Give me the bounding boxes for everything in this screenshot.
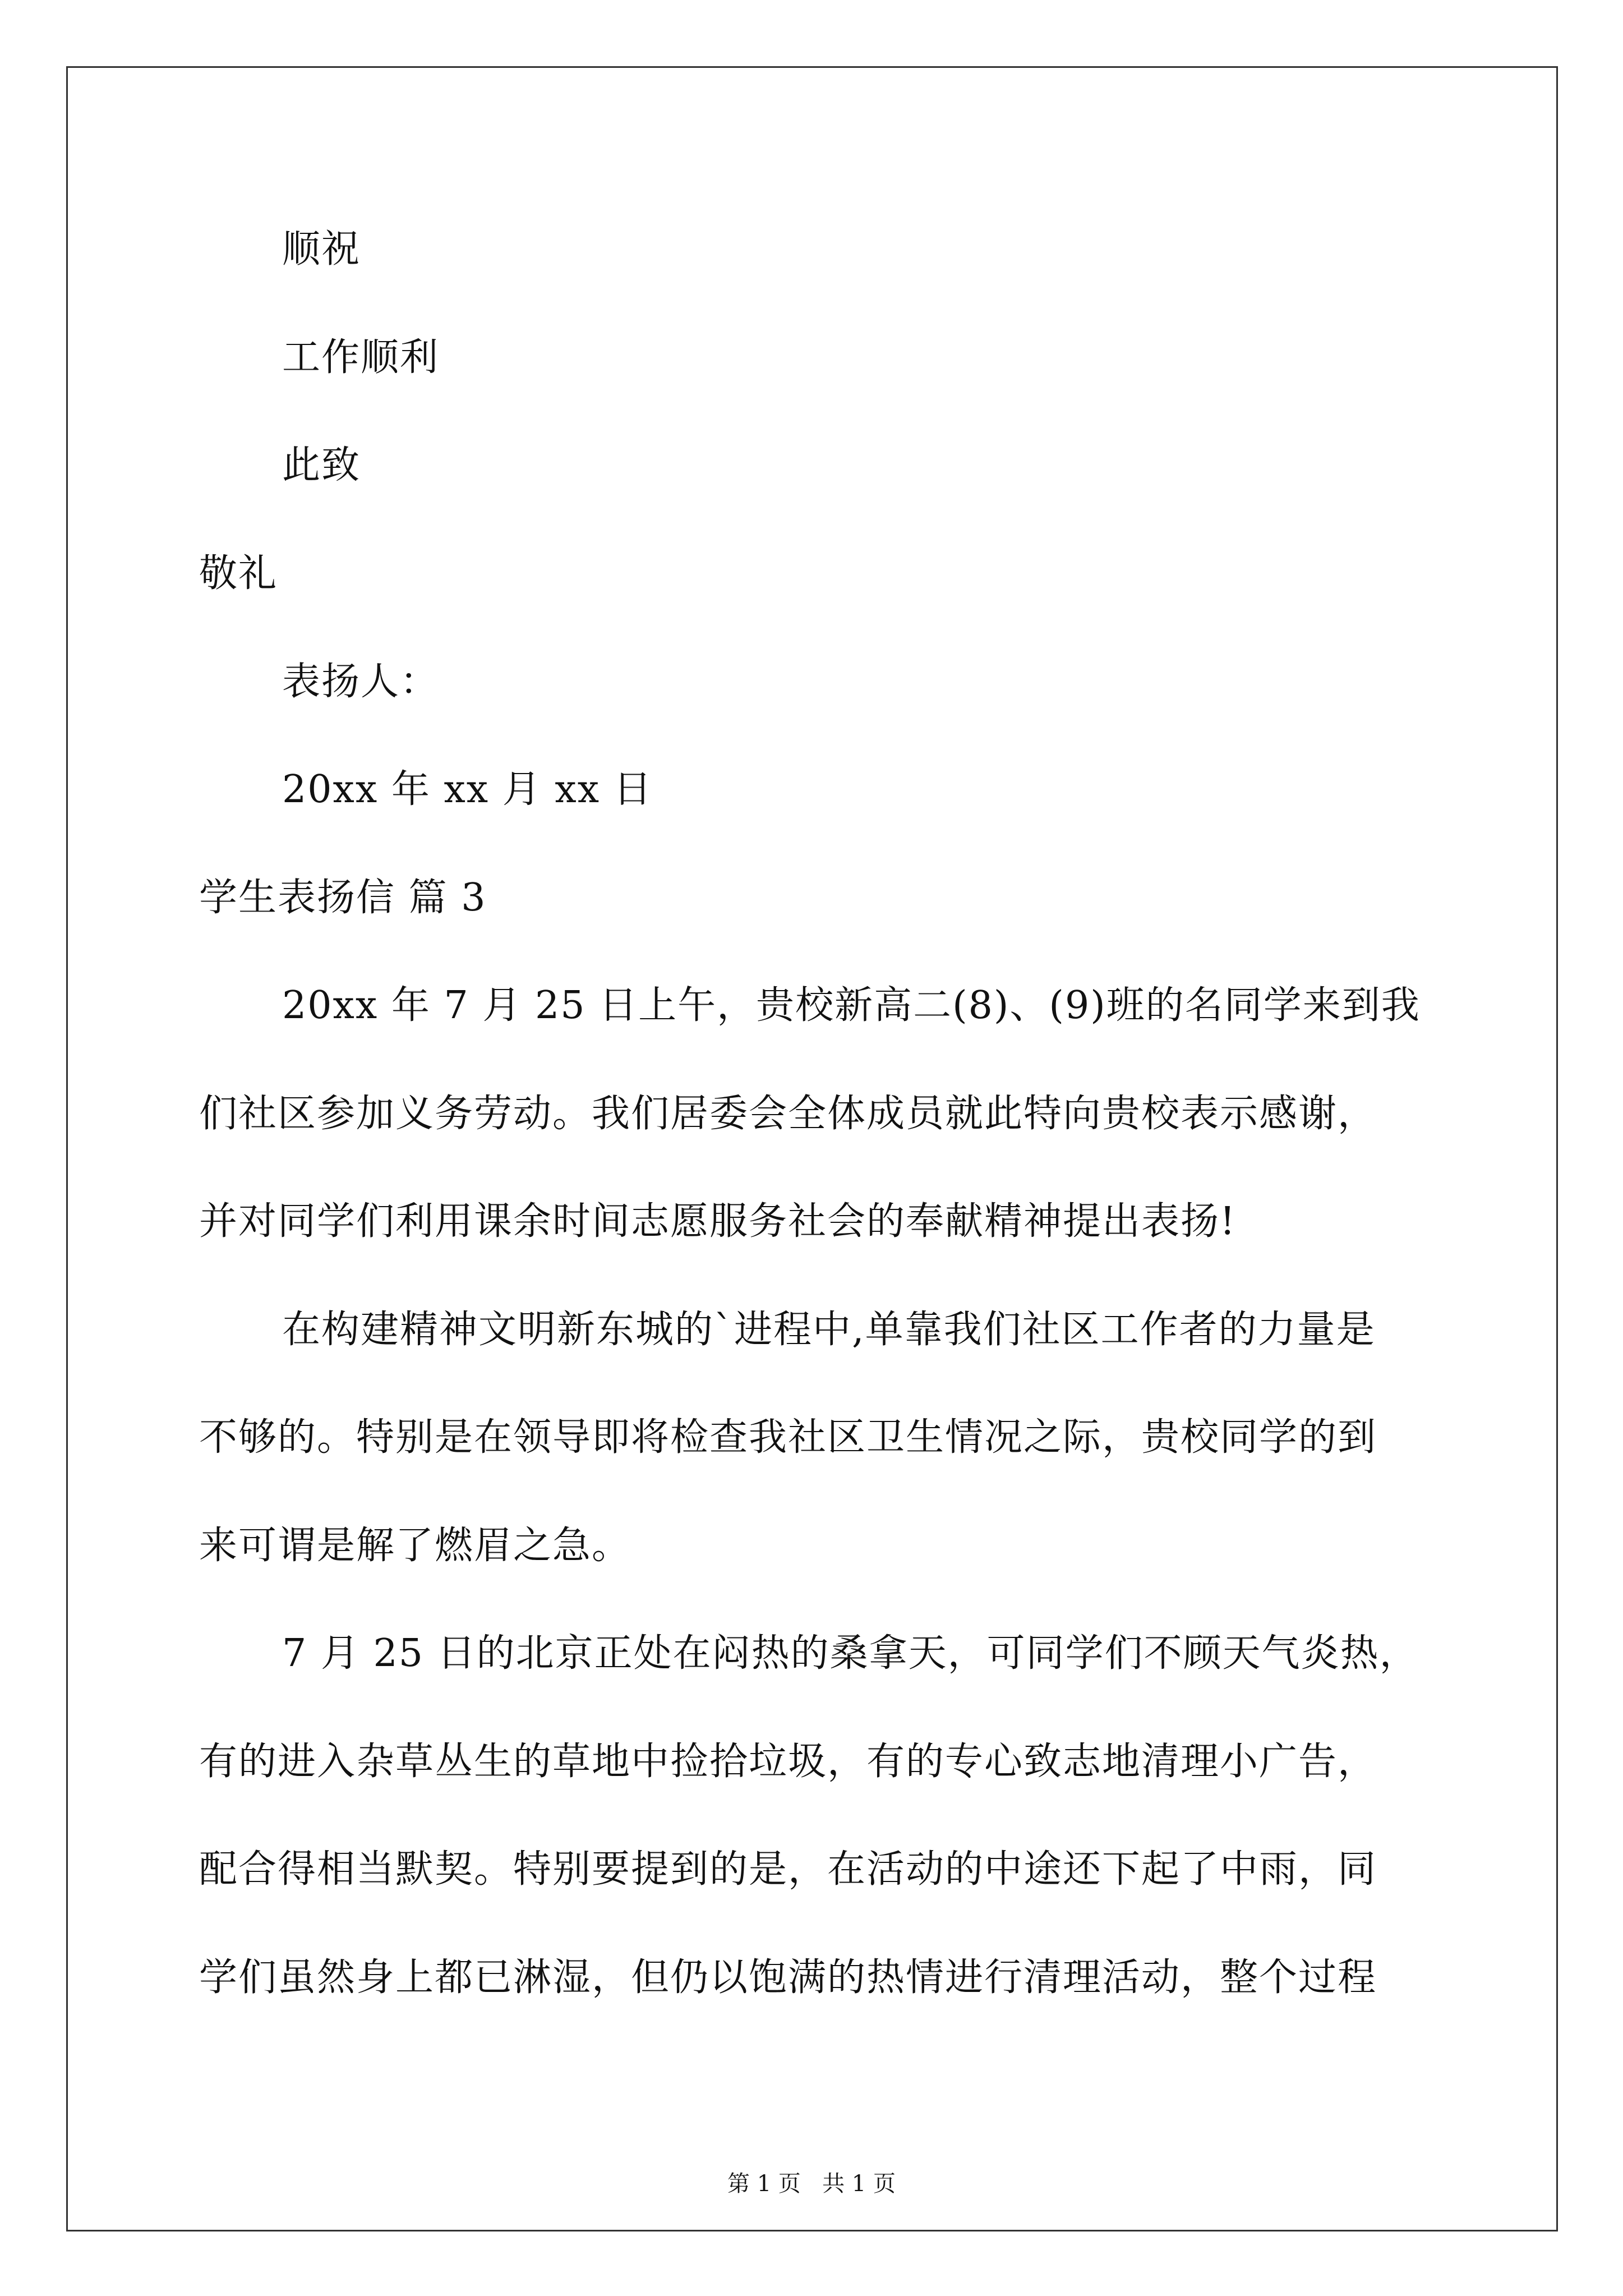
closing-salutation-end: 敬礼 <box>199 551 278 596</box>
closing-wish: 顺祝 <box>282 227 361 272</box>
page-number-footer: 第 1 页 共 1 页 <box>727 2171 896 2197</box>
letter-date: 20xx 年 xx 月 xx 日 <box>282 767 653 812</box>
page-border <box>66 66 1558 2231</box>
paragraph-line: 20xx 年 7 月 25 日上午，贵校新高二(8)、(9)班的名同学来到我 <box>282 983 1421 1028</box>
paragraph-line: 在构建精神文明新东城的`进程中,单靠我们社区工作者的力量是 <box>282 1308 1376 1352</box>
paragraph-line: 学们虽然身上都已淋湿，但仍以饱满的热情进行清理活动，整个过程 <box>199 1955 1377 2000</box>
paragraph-line: 并对同学们利用课余时间志愿服务社会的奉献精神提出表扬! <box>199 1199 1237 1244</box>
paragraph-line: 们社区参加义务劳动。我们居委会全体成员就此特向贵校表示感谢， <box>199 1092 1377 1136</box>
closing-salutation: 此致 <box>282 443 361 487</box>
signature-label: 表扬人： <box>282 660 440 704</box>
section-heading: 学生表扬信 篇 3 <box>199 876 487 920</box>
paragraph-line: 不够的。特别是在领导即将检查我社区卫生情况之际，贵校同学的到 <box>199 1415 1377 1460</box>
paragraph-line: 7 月 25 日的北京正处在闷热的桑拿天，可同学们不顾天气炎热， <box>282 1631 1419 1676</box>
paragraph-line: 有的进入杂草丛生的草地中捡拾垃圾，有的专心致志地清理小广告， <box>199 1740 1377 1784</box>
paragraph-line: 配合得相当默契。特别要提到的是，在活动的中途还下起了中雨，同 <box>199 1847 1377 1892</box>
paragraph-line: 来可谓是解了燃眉之急。 <box>199 1524 631 1568</box>
closing-wish-content: 工作顺利 <box>282 335 440 380</box>
